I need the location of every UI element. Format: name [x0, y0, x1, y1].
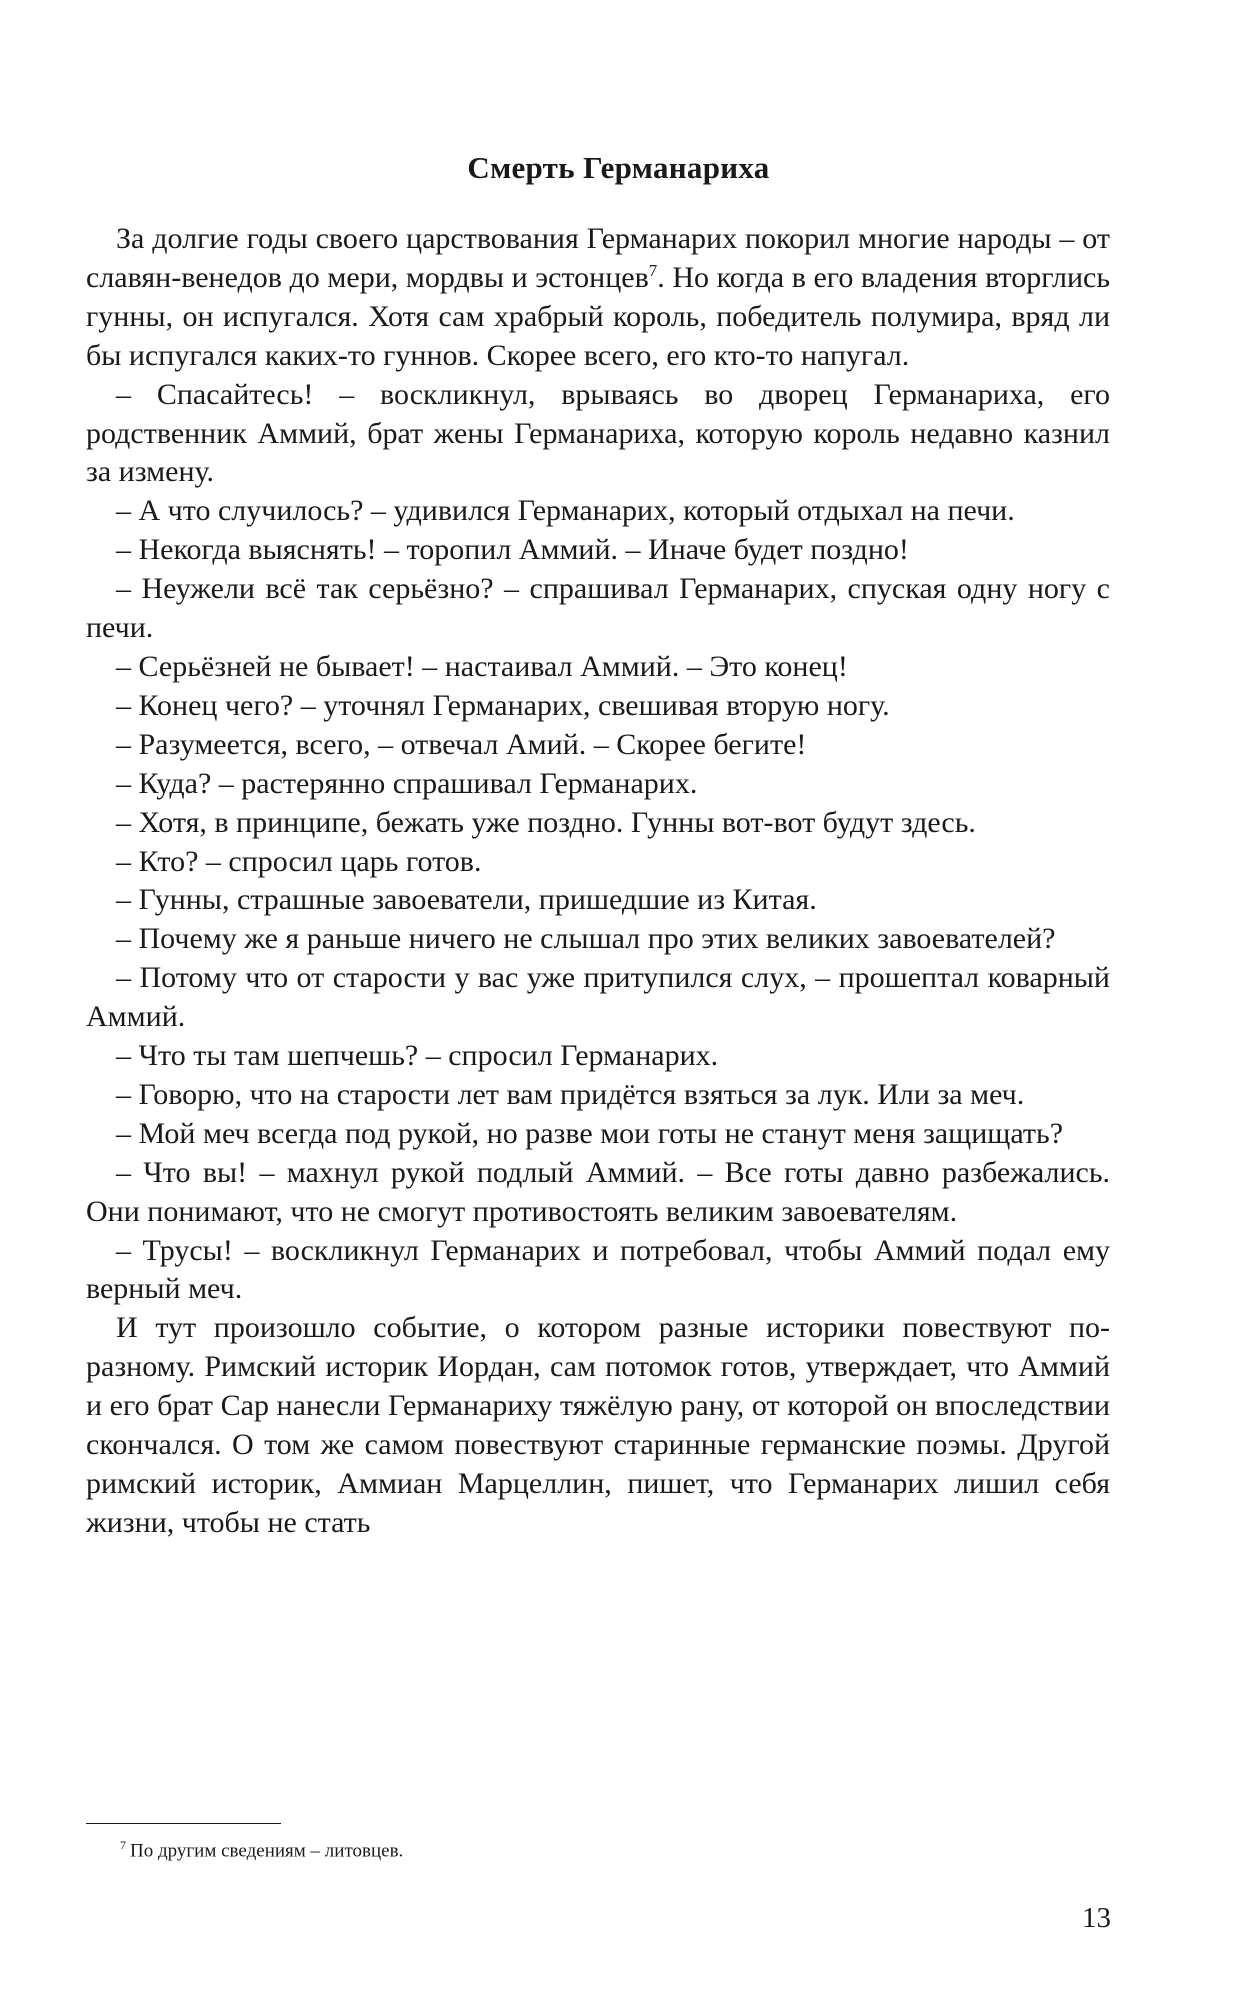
- paragraph: [86, 376, 1110, 493]
- paragraph-text: – Что вы! – махнул рукой подлый Аммий. – Все готы давно разбежались. Они понимают, что не смогут противостоять великим завоевателям.: [86, 1155, 1110, 1228]
- paragraph: [86, 920, 1110, 959]
- footnote: [120, 1838, 403, 1862]
- paragraph-text: – А что случилось? – удивился Германарих, который отдыхал на печи.: [116, 494, 1015, 528]
- paragraph-text: – Спасайтесь! – воскликнул, врываясь во дворец Германариха, его родственник Аммий, брат жены Германариха, которую король недавно казнил за измену.: [86, 377, 1110, 489]
- paragraph: [86, 648, 1110, 687]
- paragraph: [86, 492, 1110, 531]
- paragraph-text: – Гунны, страшные завоеватели, пришедшие из Китая.: [116, 883, 817, 917]
- paragraph-text: – Серьёзней не бывает! – настаивал Аммий. – Это конец!: [116, 649, 848, 683]
- paragraph-text: – Потому что от старости у вас уже притупился слух, – прошептал коварный Аммий.: [86, 961, 1110, 1034]
- paragraph: [86, 1232, 1110, 1310]
- paragraph: [86, 1115, 1110, 1154]
- paragraph: [86, 1037, 1110, 1076]
- paragraph-text: – Неужели всё так серьёзно? – спрашивал Германарих, спуская одну ногу с печи.: [86, 572, 1110, 645]
- footnote-reference: 7: [648, 260, 658, 280]
- chapter-title: Смерть Германариха: [467, 150, 770, 185]
- paragraph-text-continued: . Но когда в его владения вторглись гунны, он испугался. Хотя сам храбрый король, победитель полумира, вряд ли бы испугался каких-то гуннов. Скорее всего, его кто-то напугал.: [86, 260, 1111, 372]
- paragraph: [86, 1076, 1110, 1115]
- paragraph: [86, 220, 1110, 376]
- paragraph-text: – Хотя, в принципе, бежать уже поздно. Гунны вот-вот будут здесь.: [116, 805, 976, 839]
- paragraph-text: – Трусы! – воскликнул Германарих и потребовал, чтобы Аммий подал ему верный меч.: [86, 1233, 1110, 1306]
- paragraph-text: За долгие годы своего царствования Германарих покорил многие народы – от славян-венедов до мери, мордвы и эстонцев: [86, 222, 1110, 294]
- paragraph-text: – Некогда выяснять! – торопил Аммий. – Иначе будет поздно!: [116, 533, 909, 567]
- paragraph-text: И тут произошло событие, о котором разные историки повествуют по-разному. Римский историк Иордан, сам потомок готов, утверждает, что Аммий и его брат Сар нанесли Германариху тяжёлую рану, от которой он впоследствии скончался. О том же самом повествуют старинные германские поэмы. Другой римский историк, Аммиан Марцеллин, пишет, что Германарих лишил себя жизни, чтобы не стать: [86, 1311, 1110, 1539]
- paragraph: [86, 959, 1110, 1037]
- paragraph-text: – Разумеется, всего, – отвечал Амий. – Скорее бегите!: [116, 727, 807, 761]
- footnote-mark: 7: [120, 1838, 126, 1852]
- paragraph: [86, 765, 1110, 804]
- paragraph-text: – Почему же я раньше ничего не слышал про этих великих завоевателей?: [116, 922, 1056, 956]
- paragraph-text: – Кто? – спросил царь готов.: [116, 844, 482, 878]
- paragraph-text: – Говорю, что на старости лет вам придётся взяться за лук. Или за меч.: [116, 1077, 1025, 1111]
- footnote-divider: [86, 1823, 281, 1824]
- paragraph: [86, 726, 1110, 765]
- paragraph: [86, 687, 1110, 726]
- paragraph-text: – Мой меч всегда под рукой, но разве мои готы не станут меня защищать?: [116, 1116, 1064, 1150]
- footnote-text: По другим сведениям – литовцев.: [130, 1840, 404, 1862]
- paragraph: [86, 570, 1110, 648]
- paragraph: [86, 804, 1110, 843]
- paragraph-text: – Что ты там шепчешь? – спросил Германарих.: [116, 1039, 719, 1073]
- paragraph: [86, 843, 1110, 882]
- paragraph-text: – Конец чего? – уточнял Германарих, свешивая вторую ногу.: [116, 688, 890, 722]
- paragraph: [86, 881, 1110, 920]
- paragraph: [86, 1309, 1110, 1542]
- paragraph: [86, 531, 1110, 570]
- body-text: [86, 220, 1110, 1543]
- paragraph-text: – Куда? – растерянно спрашивал Германарих.: [116, 766, 698, 800]
- paragraph: [86, 1154, 1110, 1232]
- page-number: 13: [1082, 1902, 1111, 1934]
